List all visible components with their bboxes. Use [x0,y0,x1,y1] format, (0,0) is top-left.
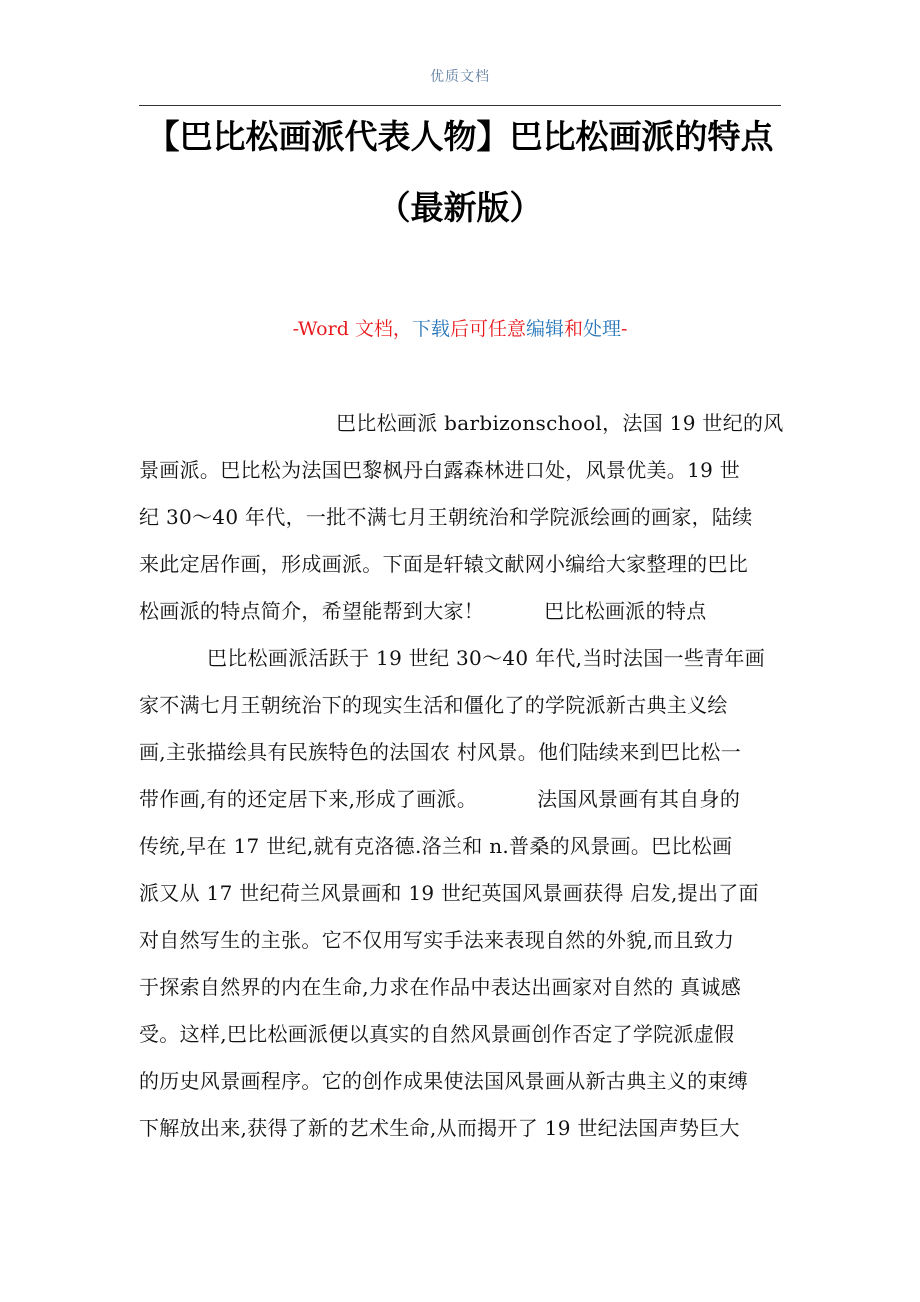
body-line [139,588,785,635]
body-line: 于探索自然界的内在生命,力求在作品中表达出画家对自然的 真诚感 [139,975,742,999]
body-line: 家不满七月王朝统治下的现实生活和僵化了的学院派新古典主义绘 [139,693,728,717]
body-text: 法国风景画有其自身的 [537,787,741,811]
notice-segment: 编辑 [525,318,564,340]
notice-segment: 后可任意 [449,318,526,340]
notice-segment: 处理 [582,318,621,340]
section-heading-inline: 巴比松画派的特点 [544,599,707,623]
body-line: 派又从 17 世纪荷兰风景画和 19 世纪英国风景画获得 启发,提出了面 [139,881,759,905]
body-line: 的历史风景画程序。它的创作成果使法国风景画从新古典主义的束缚 [139,1069,748,1093]
body-line: 来此定居作画，形成画派。下面是轩辕文献网小编给大家整理的巴比 [139,552,748,576]
body-line: 画,主张描绘具有民族特色的法国农 村风景。他们陆续来到巴比松一 [139,740,742,764]
body-line: 下解放出来,获得了新的艺术生命,从而揭开了 19 世纪法国声势巨大 [139,1116,740,1140]
body-text: 松画派的特点简介，希望能帮到大家！ [139,599,485,623]
notice-segment: -Word 文档， [292,318,412,340]
word-doc-notice [139,315,781,343]
body-line: 景画派。巴比松为法国巴黎枫丹白露森林进口处，风景优美。19 世 [139,458,741,482]
body-line: 传统,早在 17 世纪,就有克洛德.洛兰和 n.普桑的风景画。巴比松画 [139,834,733,858]
body-line: 巴比松画派 barbizonschool，法国 19 世纪的风 [336,411,784,435]
document-body [139,400,785,1152]
page-header: 优质文档 [430,69,490,85]
document-title-edition: （最新版） [377,188,543,227]
body-line: 对自然写生的主张。它不仅用写实手法来表现自然的外貌,而且致力 [139,928,735,952]
body-line: 巴比松画派活跃于 19 世纪 30～40 年代,当时法国一些青年画 [207,646,766,670]
document-title: 【巴比松画派代表人物】巴比松画派的特点 [146,117,774,156]
notice-segment: - [621,318,628,340]
notice-segment: 下载 [411,318,450,340]
body-line [139,776,785,823]
body-line: 受。这样,巴比松画派便以真实的自然风景画创作否定了学院派虚假 [139,1022,735,1046]
header-rule [139,105,781,106]
body-line: 纪 30～40 年代，一批不满七月王朝统治和学院派绘画的画家，陆续 [139,505,753,529]
notice-segment: 和 [563,318,583,340]
body-text: 带作画,有的还定居下来,形成了画派。 [139,787,478,811]
